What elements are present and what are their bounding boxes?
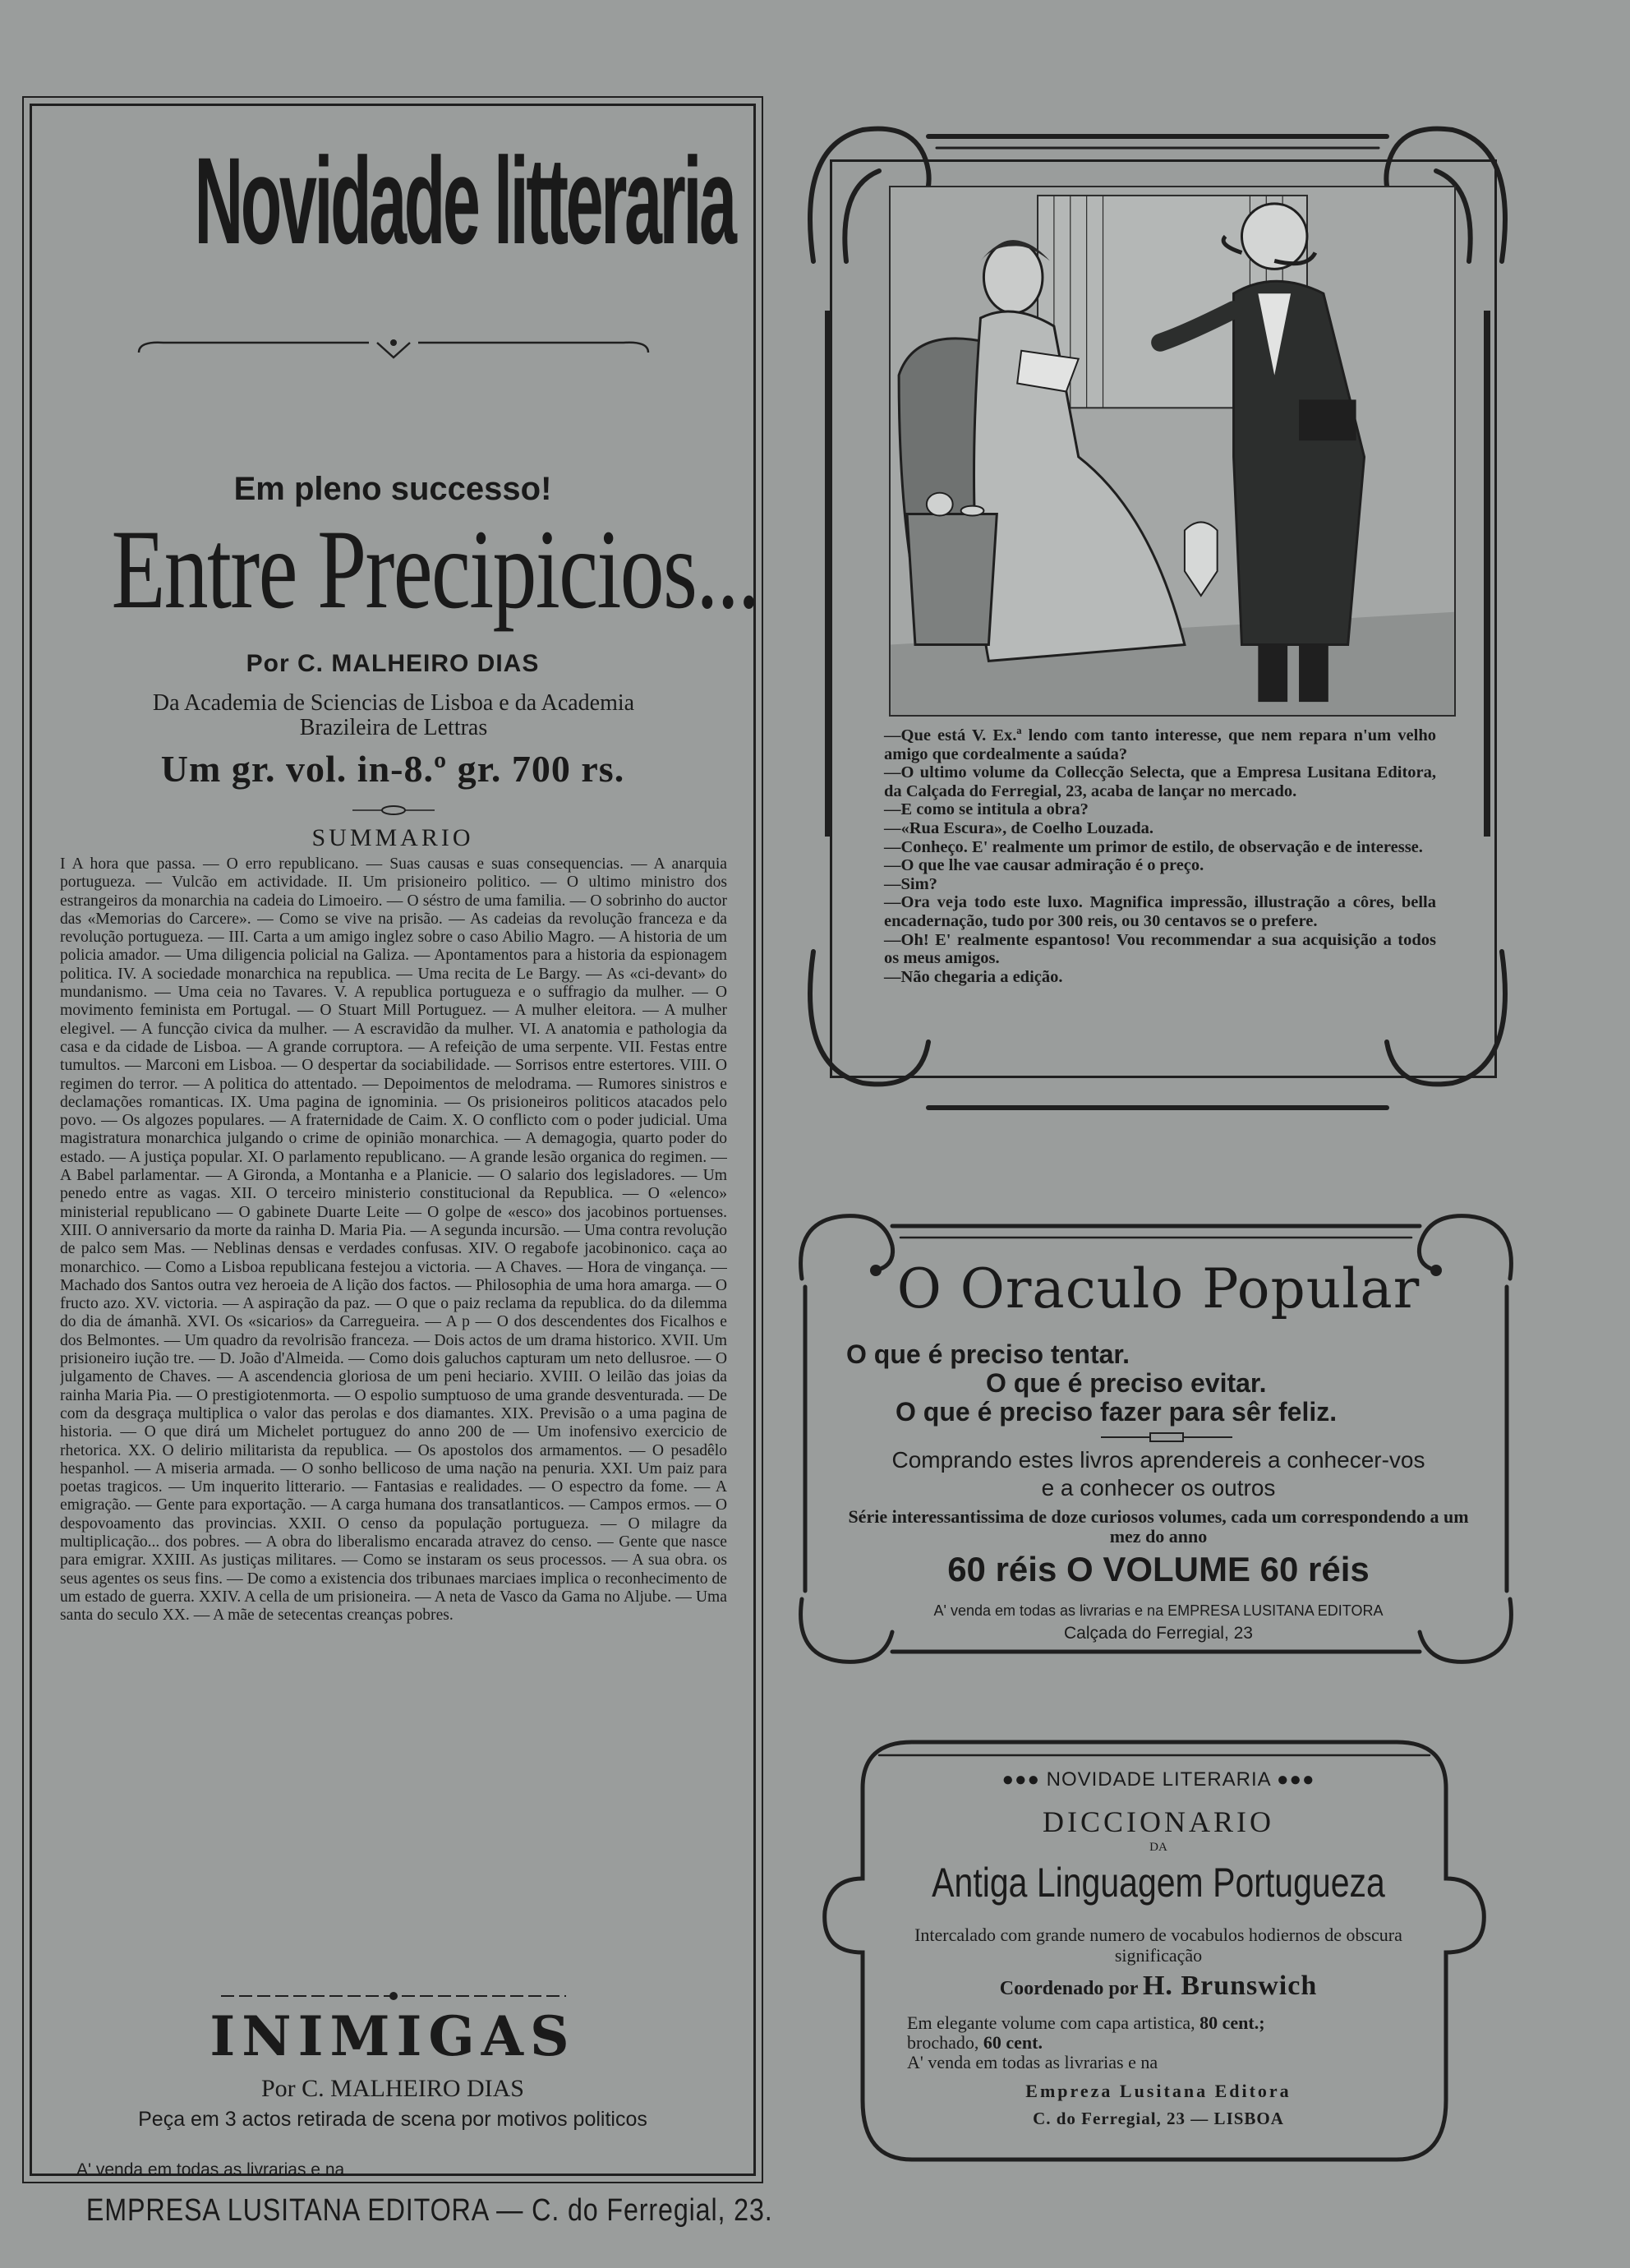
oraculo-description xyxy=(822,1446,1495,1502)
dialogue-line: —Oh! E' realmente espantoso! Vou recommendar a sua acquisição a todos os meus amigos. xyxy=(884,930,1436,968)
novidade-litteraria-advert xyxy=(30,104,773,2228)
dicc-body-line: A' venda em todas as livrarias e na xyxy=(907,2052,1158,2072)
dicc-body-line: Em elegante volume com capa artistica, xyxy=(907,2012,1195,2033)
dialogue-line: —O ultimo volume da Collecção Selecta, que a Empresa Lusitana Editora, da Calçada do Ferregial, 23, acaba de lançar no mercado. xyxy=(884,763,1436,800)
play-author: Por C. MALHEIRO DIAS xyxy=(260,2075,524,2102)
dicc-address: C. do Ferregial, 23 — LISBOA xyxy=(1033,2109,1284,2128)
oraculo-price: 60 réis O VOLUME 60 réis xyxy=(947,1550,1370,1588)
ornamental-divider-icon xyxy=(1101,1431,1232,1443)
oraculo-line: O que é preciso tentar. xyxy=(846,1339,1130,1369)
parlour-scene-icon xyxy=(891,187,1454,715)
dialogue-line: —Conheço. E' realmente um primor de estilo, de observação e de interesse. xyxy=(884,837,1423,856)
oraculo-line: O que é preciso fazer para sêr feliz. xyxy=(896,1397,1338,1427)
play-title: INIMIGAS xyxy=(210,2004,576,2068)
summary-heading: SUMMARIO xyxy=(311,824,474,851)
oraculo-line: O que é preciso evitar. xyxy=(986,1368,1267,1398)
oraculo-desc-line: Comprando estes livros aprendereis a conhecer-vos xyxy=(891,1447,1425,1473)
book-author: Por C. MALHEIRO DIAS xyxy=(246,650,540,677)
ornamental-rule-icon xyxy=(131,334,656,367)
oraculo-sale-note: A' venda em todas as livrarias e na EMPRESA LUSITANA EDITORA xyxy=(933,1602,1384,1619)
dialogue-line: —Sim? xyxy=(884,874,937,893)
dicc-coord-label: Coordenado por xyxy=(999,1978,1138,1999)
advert-headline: Novidade litteraria xyxy=(194,131,734,270)
dicc-body-line: brochado, xyxy=(907,2032,979,2053)
dicc-coordinator xyxy=(871,1971,1446,2002)
dicc-da: DA xyxy=(1149,1841,1167,1854)
dicc-banner: ●●● NOVIDADE LITERARIA ●●● xyxy=(1001,1768,1315,1791)
play-description: Peça em 3 actos retirada de scena por motivos politicos xyxy=(138,2108,647,2131)
book-title: Entre Precipicios... xyxy=(111,506,759,632)
ornamental-divider-icon xyxy=(352,804,435,816)
dialogue-line: —Ora veja todo este luxo. Magnifica impressão, illustração a côres, bella encadernação, tudo por 300 reis, ou 30 centavos se o prefere. xyxy=(884,893,1436,930)
book-price: Um gr. vol. in-8.º gr. 700 rs. xyxy=(160,748,625,790)
ornamental-divider-icon xyxy=(221,1989,566,2003)
dicc-body xyxy=(907,2013,1400,2072)
dicc-description: Intercalado com grande numero de vocabulos hodiernos de obscura significação xyxy=(914,1925,1402,1966)
publisher-address: EMPRESA LUSITANA EDITORA — C. do Ferregial, 23. xyxy=(85,2193,773,2228)
dicc-price: 60 cent. xyxy=(983,2032,1043,2053)
dialogue-line: —«Rua Escura», de Coelho Louzada. xyxy=(884,818,1154,837)
advert-tagline: Em pleno successo! xyxy=(233,471,552,507)
dicc-subtitle: Antiga Linguagem Portugueza xyxy=(932,1860,1385,1906)
summary-text: I A hora que passa. — O erro republicano. — Suas causas e suas consequencias. — A anarquia portugueza. — Vulcão em actividade. II. Um prisioneiro politico. — O ultimo ministro dos estrangeiros da monarchia na cadeia do Limoeiro. — O séstro de uma familia. — O sobrinho do auctor das «Memorias do Carcere». — Como se vive na prisão. — As cadeias da revolução franceza e da revolução portugueza. — III. Carta a um amigo inglez sobre o caso Abilio Magro. — A historia de um policia amador. — Uma diligencia policial na Galiza. — Apontamentos para a historia da espionagem politica. IV. A sociedade monarchica na republica. — Uma recita de Le Bargy. — As «ci-devant» do mundanismo. — Uma ceia no Tavares. V. A republica portugueza e o suffragio da mulher. — O movimento feminista em Portugal. — O Stuart Mill Portuguez. — A mulher eleitora. — A mulher elegivel. — A funcção civica da mulher. — A escravidão da mulher. VI. A anatomia e pathologia da casa e da cidade de Lisboa. — A grande corruptora. — A refeição de uma serpente. VII. Festas entre tumultos. — Marconi em Lisboa. — O despertar da sociabilidade. — Sorrisos entre estertores. VIII. O regimen do terror. — A politica do attentado. — Depoimentos de melodrama. — Rumores sinistros e declamações romanticas. IX. Uma pagina de ignominia. — Os prisioneiros politicos atacados pelo povo. — Os algozes populares. — A fraternidade de Caim. X. O conflicto com o poder judicial. Uma magistratura monarchica julgando o crime de opinião monarchica. — A demagogia, quarto poder do estado. — A justiça popular. XI. O parlamento republicano. — A grande lesão organica do regimen. — A Babel parlamentar. — A Gironda, a Montanha e a Planicie. — O salario dos legisladores. — Um penedo entre as vagas. XII. O terceiro ministerio constitucional da Republica. — O «elenco» ministerial republicano — O gabinete Duarte Leite — O golpe de «esco» dos jacobinos portuenses. XIII. O anniversario da morte da rainha D. Maria Pia. — A segunda incursão. — Uma contra revolução de palco sem Mas. — Neblinas densas e verdades confusas. XIV. O regabofe jacobinonico. caça ao monarchico. — Como a Lisboa republicana festejou a victoria. — A Chaves. — Hora de vingança. — Machado dos Santos outra vez heroeia de A lição dos factos. — Philosophia de uma hora amarga. — O fructo azo. XV. victoria. — A aspiração da paz. — O que o paiz reclama da republica. do da dilemma do dia de ámanhã. XVI. Os «sicarios» da Carregueira. — A p — O dos descendentes dos Ficalhos e dos Belmontes. — Um quadro da revolrisão franceza. — Dois actos de um drama historico. XVII. Um prisioneiro iução tre. — D. João d'Almeida. — Como dois galuchos capturam um neto dellusroe. — O julgamento de Chaves. — A ascendencia gloriosa de um peni heciario. XVIII. O leilão das joias da rainha Maria Pia. — O prestigiotenmorta. — O espolio sumptuoso de uma grande desventurada. — De com da desgraça multiplica o valor das perolas e dos diamantes. XIX. Previsão o a uma pagina de historia. — O que dirá um Michelet portuguez do anno 200 de — Um inofensivo exercicio de rhetorica. XX. O delirio militarista da republica. — Os apostolos dos armamentos. — O pesadêlo hespanhol. — A miseria armada. — O sonho bellicoso de uma nação na penuria. XXI. Um paiz para poetas tragicos. — Um inquerito litterario. — Fantasias e realidades. — O espectro da fome. — A emigração. — Gente para exportação. — A carga humana dos transatlanticos. — Campos ermos. — O despovoamento das provincias. XXII. O censo da população portugueza. — O milagre da multiplicação... dos pobres. — A obra do liberalismo encarada atravez do censo. — Gente que nasce para emigrar. XXIII. As justiças militares. — Como se instaram os seus processos. — A sua obra. os seus agentes os seus fins. — De como a existencia dos tribunaes marciaes implica o reconhecimento de um estado de guerra. XXIV. A cella de um prisioneira. — A neta de Vasco da Gama no Aljube. — Uma santa do seculo XX. — A mãe de setecentas creanças pobres. xyxy=(60,855,727,1625)
dicc-title: DICCIONARIO xyxy=(1043,1805,1274,1838)
dicc-coord-name: H. Brunswich xyxy=(1142,1971,1318,2001)
author-affiliation: Da Academia de Sciencias de Lisboa e da Academia Brazileira de Lettras xyxy=(152,690,635,740)
dicc-price: 80 cent.; xyxy=(1199,2012,1265,2033)
dialogue-line: —Que está V. Ex.ª lendo com tanto interesse, que nem repara n'um velho amigo que cordealmente a saúda? xyxy=(884,726,1436,763)
dicc-publisher: Empreza Lusitana Editora xyxy=(1025,2081,1292,2101)
dialogue-line: —Não chegaria a edição. xyxy=(884,967,1063,986)
oraculo-address: Calçada do Ferregial, 23 xyxy=(1064,1624,1253,1643)
dialogue-line: —O que lhe vae causar admiração é o preço. xyxy=(884,856,1204,875)
dialogue-line: —E como se intitula a obra? xyxy=(884,800,1089,819)
oraculo-series-note: Série interessantissima de doze curiosos volumes, cada um correspondendo a um mez do anno xyxy=(848,1506,1469,1547)
sale-note: A' venda em todas as livrarias e na xyxy=(76,2160,345,2179)
oraculo-desc-line: e a conhecer os outros xyxy=(1041,1475,1276,1500)
cartoon-dialogue xyxy=(884,726,1436,986)
cartoon-illustration xyxy=(889,186,1456,717)
oraculo-title: O Oraculo Popular xyxy=(896,1257,1420,1321)
